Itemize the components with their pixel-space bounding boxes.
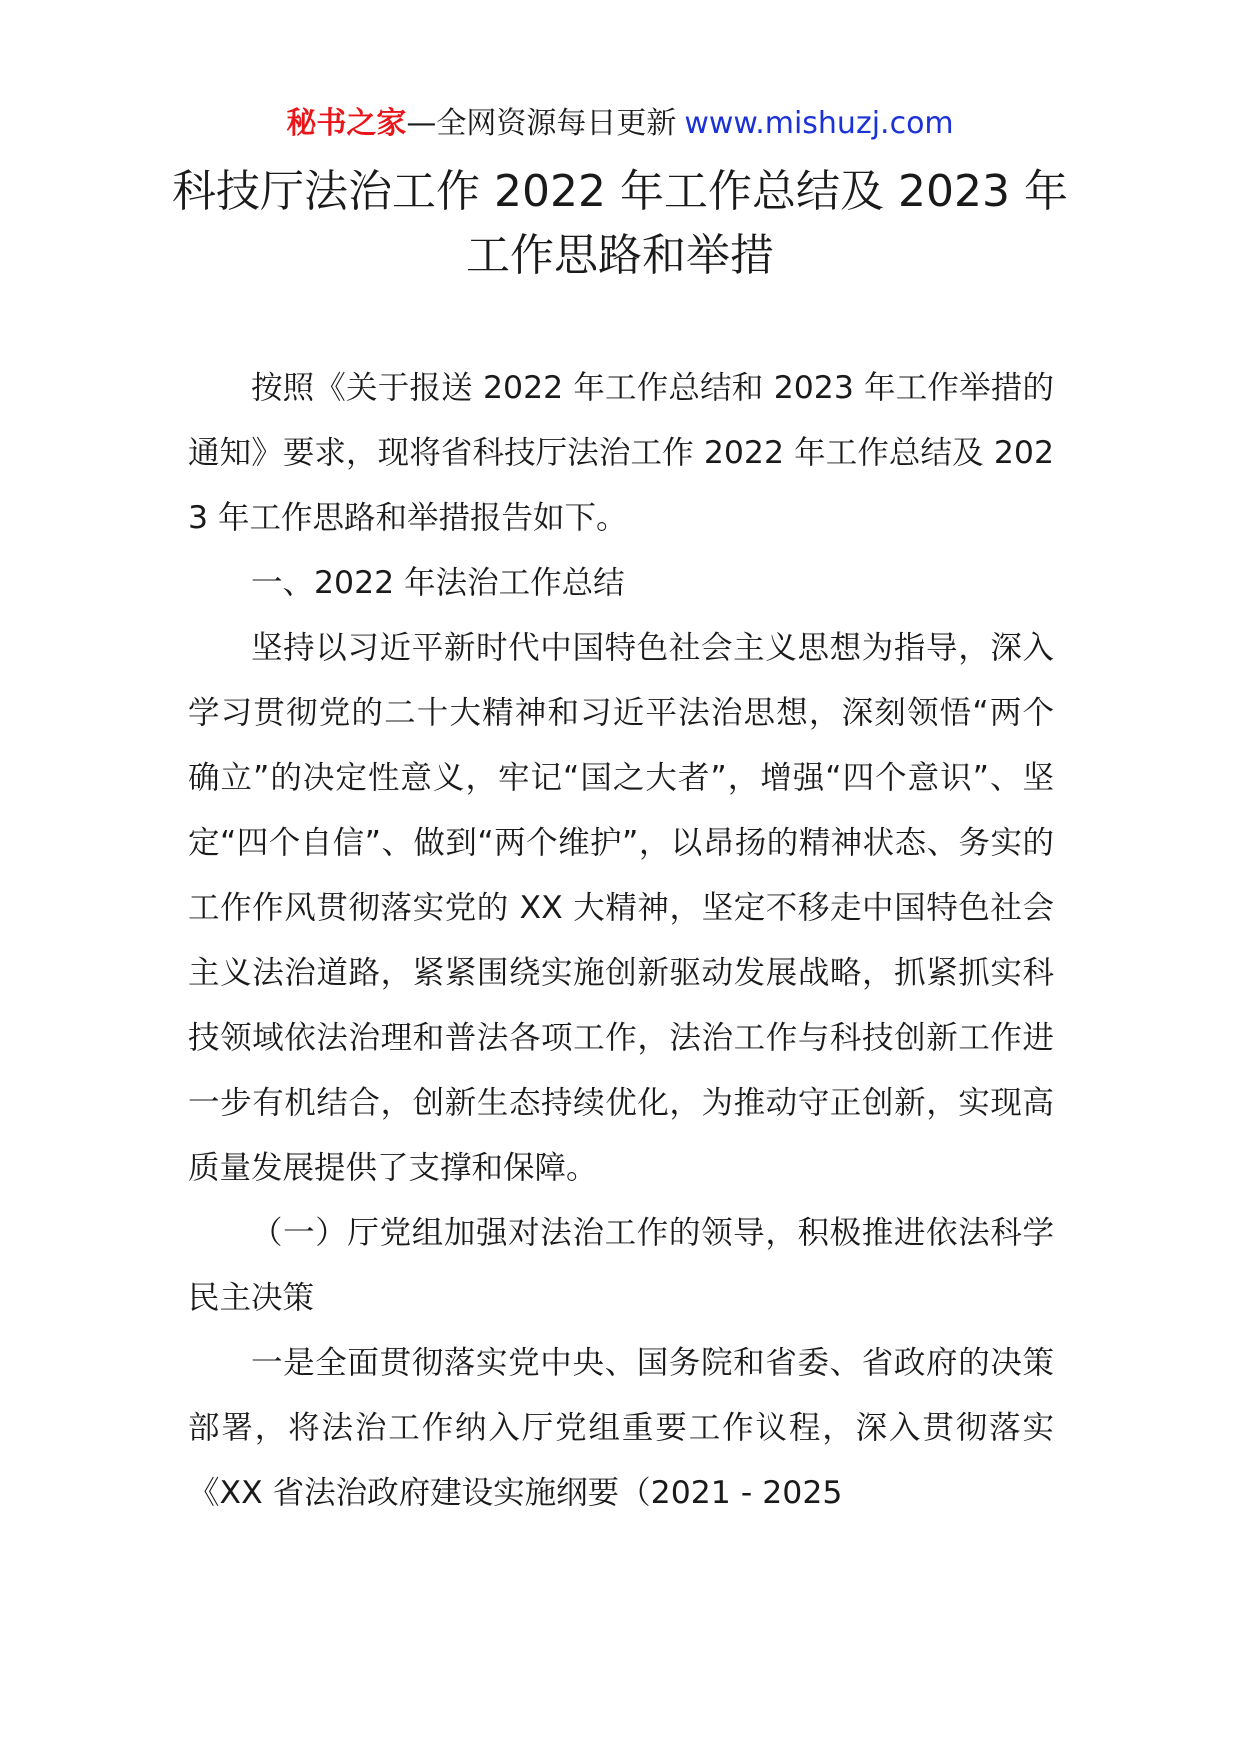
document-title-line-2: 工作思路和举措 xyxy=(466,230,774,281)
site-url-link[interactable]: www.mishuzj.com xyxy=(684,106,954,141)
site-slogan: —全网资源每日更新 xyxy=(406,106,677,141)
site-header xyxy=(0,104,1240,144)
document-title-line-1: 科技厅法治工作 2022 年工作总结及 2023 年 xyxy=(172,166,1068,217)
intro-paragraph: 按照《关于报送 2022 年工作总结和 2023 年工作举措的通知》要求，现将省科技厅法治工作 2022 年工作总结及 2023 年工作思路和举措报告如下。 xyxy=(188,370,1054,536)
point-paragraph-1: 一是全面贯彻落实党中央、国务院和省委、省政府的决策部署，将法治工作纳入厅党组重要工作议程，深入贯彻落实《XX 省法治政府建设实施纲要（2021 - 2025 xyxy=(188,1345,1054,1511)
site-brand: 秘书之家 xyxy=(286,106,407,141)
section-heading-1: 一、2022 年法治工作总结 xyxy=(251,565,625,601)
subsection-heading-1: （一）厅党组加强对法治工作的领导，积极推进依法科学民主决策 xyxy=(188,1215,1054,1316)
document-body xyxy=(188,356,1054,1526)
document-title xyxy=(120,160,1120,288)
summary-paragraph: 坚持以习近平新时代中国特色社会主义思想为指导，深入学习贯彻党的二十大精神和习近平法治思想，深刻领悟“两个确立”的决定性意义，牢记“国之大者”，增强“四个意识”、坚定“四个自信”、做到“两个维护”，以昂扬的精神状态、务实的工作作风贯彻落实党的 XX 大精神，坚定不移走中国特色社会主义法治道路，紧紧围绕实施创新驱动发展战略，抓紧抓实科技领域依法治理和普法各项工作，法治工作与科技创新工作进一步有机结合，创新生态持续优化，为推动守正创新，实现高质量发展提供了支撑和保障。 xyxy=(188,630,1054,1186)
